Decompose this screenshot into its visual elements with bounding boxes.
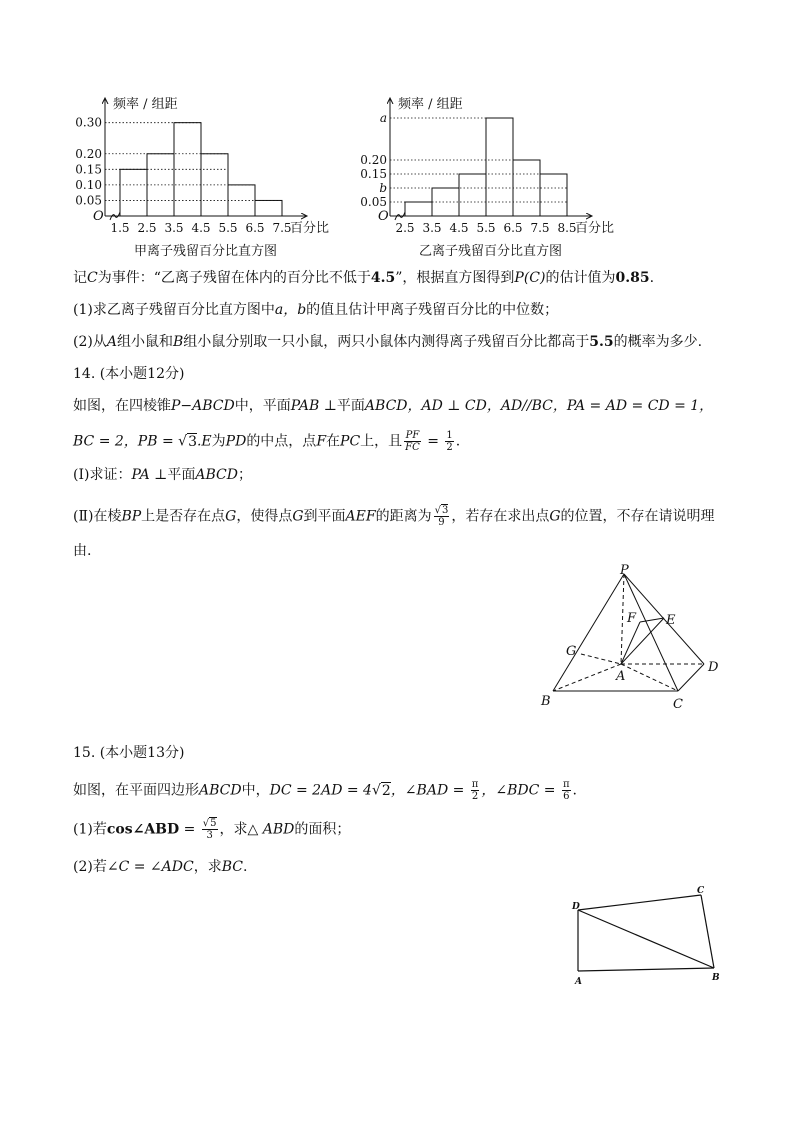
q13-text: 的值且估计甲离子残留百分比的中位数；	[306, 302, 559, 318]
q14-statement-2: BC = 2，PB = √3.E为PD的中点，点F在PC上，且 $\frac{PF}{FC}$ = $\frac{1}{2}$ .	[73, 430, 461, 453]
q14-text: =	[422, 433, 444, 450]
q14-text: 到平面	[303, 508, 346, 525]
y-axis-label: 频率 / 组距	[398, 97, 463, 112]
q15-text: 的面积；	[294, 821, 351, 838]
q15-text: (1)若	[73, 821, 107, 838]
q14-text: ；	[237, 467, 252, 483]
q15-var: ，∠BDC =	[481, 782, 560, 799]
x-tick-label: 7.5	[272, 221, 292, 235]
histogram-bar	[486, 118, 513, 216]
frac-num: π	[471, 779, 479, 790]
origin-label: O	[93, 209, 104, 224]
q15-statement: 如图，在平面四边形ABCD中，DC = 2AD = 4√2，∠BAD = $\frac{\pi}{2}$ ，∠BDC = $\frac{\pi}{6}$ .	[73, 779, 577, 802]
edge-DC	[578, 895, 701, 910]
y-axis-label: 频率 / 组距	[113, 97, 178, 112]
q13-text: 为事件：“乙离子残留在体内的百分比不低于	[97, 270, 371, 286]
q14-text: ，使得点	[236, 508, 293, 525]
q14-var: .E	[196, 433, 212, 450]
label-B: B	[541, 694, 551, 709]
edge-AB	[553, 664, 621, 691]
x-tick-label: 4.5	[191, 221, 211, 235]
q14-text: 的距离为	[375, 508, 432, 525]
q14-var: AEF	[345, 508, 376, 525]
q13-var: A	[106, 334, 117, 350]
label-C: C	[673, 697, 683, 712]
x-tick-label: 2.5	[395, 221, 415, 235]
q13-text: (2)从	[73, 334, 107, 350]
edge-AB	[578, 968, 714, 971]
origin-label: O	[378, 209, 389, 224]
q15-var: ABCD	[199, 782, 242, 799]
q13-part-1	[73, 300, 558, 320]
chart-title: 乙离子残留百分比直方图	[418, 244, 563, 259]
axis-break	[395, 212, 405, 220]
y-tick-label: b	[379, 181, 387, 195]
q13-text: 的估计值为	[545, 270, 616, 286]
q14-var: G	[549, 508, 561, 525]
q14-text: 的位置，不存在请说明理	[560, 508, 715, 525]
q14-text: (Ⅱ)在棱	[73, 508, 122, 525]
q15-var: ∠C = ∠ADC	[106, 859, 194, 875]
histogram-bar	[405, 202, 432, 216]
q13-text: .	[649, 270, 655, 286]
x-tick-label: 5.5	[476, 221, 496, 235]
y-tick-label: 0.10	[75, 177, 102, 192]
q15-text: .	[572, 782, 577, 799]
label-C: C	[697, 886, 705, 896]
q14-text: 平面	[167, 467, 196, 483]
q13-var: B	[172, 334, 184, 350]
y-tick-label: a	[379, 111, 387, 125]
q14-var: PC	[340, 433, 361, 450]
q15-fraction	[202, 818, 218, 841]
axis-break	[110, 212, 120, 220]
x-tick-label: 4.5	[449, 221, 469, 235]
q14-fraction	[445, 430, 453, 453]
label-D: D	[708, 660, 719, 675]
chart-title: 甲离子残留百分比直方图	[133, 244, 278, 259]
q14-text: 的中点，点	[246, 433, 317, 450]
frac-num: PF	[405, 430, 420, 441]
q13-var: C	[87, 270, 98, 286]
q15-part-1	[73, 818, 350, 841]
q14-part-2-cont: 由.	[73, 543, 92, 559]
q14-var: P−ABCD	[171, 398, 235, 414]
x-tick-label: 5.5	[218, 221, 238, 235]
label-B: B	[712, 973, 720, 983]
q14-part-2	[73, 505, 715, 528]
q14-part-1	[73, 465, 252, 485]
q14-var: PD	[225, 433, 247, 450]
q13-text: 的概率为多少.	[613, 334, 703, 350]
frac-den: 2	[471, 791, 479, 802]
q14-var: F	[316, 433, 327, 450]
q13-number: 5.5	[589, 334, 614, 350]
y-tick-label: 0.20	[360, 153, 387, 167]
q14-var: PAB ⊥	[290, 398, 337, 414]
q15-heading: 15. (本小题13分)	[73, 745, 185, 761]
q15-var: =	[179, 821, 200, 838]
y-tick-label: 0.05	[75, 193, 102, 208]
q15-text: ，求	[193, 859, 222, 875]
histogram-yi	[345, 88, 645, 263]
q14-fraction	[404, 430, 421, 453]
x-tick-label: 1.5	[110, 221, 130, 235]
x-axis-label: 百分比	[290, 221, 330, 236]
q15-text: 如图，在平面四边形	[73, 782, 199, 799]
q13-part-2	[73, 332, 702, 352]
y-tick-label: 0.20	[75, 146, 102, 161]
q14-text: 如图，在四棱锥	[73, 398, 171, 414]
q15-fraction	[562, 779, 571, 802]
edge-PB	[553, 574, 624, 691]
x-tick-label: 7.5	[530, 221, 550, 235]
label-E: E	[666, 613, 676, 628]
q14-heading: 14. (本小题12分)	[73, 366, 185, 382]
q15-text: 中，	[241, 782, 270, 799]
q14-sqrt: 3	[441, 505, 449, 516]
q14-var: BC = 2，PB =	[73, 433, 179, 450]
x-tick-label: 8.5	[557, 221, 577, 235]
q14-statement-1	[73, 396, 713, 416]
q14-var: PA ⊥	[131, 467, 168, 483]
histogram-bar	[540, 174, 567, 216]
x-tick-label: 2.5	[137, 221, 157, 235]
label-A: A	[575, 977, 582, 987]
histogram-bar	[255, 200, 282, 216]
q14-text: (Ⅰ)求证：	[73, 467, 132, 483]
histogram-jia	[60, 88, 360, 263]
q15-var: ，∠BAD =	[390, 782, 469, 799]
frac-den: 9	[438, 517, 445, 528]
edge-GA	[581, 654, 621, 664]
q13-var: a，b	[274, 302, 307, 318]
q15-part-2	[73, 857, 247, 877]
label-F: F	[627, 611, 637, 626]
label-D: D	[572, 902, 580, 912]
edge-DB	[578, 910, 714, 968]
q13-var: P(C)	[514, 270, 546, 286]
q14-var: ABCD，AD ⊥ CD，AD//BC，PA = AD = CD = 1，	[364, 398, 714, 414]
q13-number: 4.5	[370, 270, 396, 286]
pyramid-figure	[536, 562, 726, 712]
q15-sqrt: 2	[381, 782, 391, 799]
frac-num: π	[562, 779, 570, 790]
x-tick-label: 3.5	[164, 221, 184, 235]
q13-text: 记	[73, 270, 87, 286]
q15-var: △ ABD	[247, 821, 295, 838]
q14-var: BP	[121, 508, 142, 525]
q14-var: ABCD	[195, 467, 238, 483]
y-tick-label: 0.05	[360, 195, 387, 209]
q15-var: DC = 2AD = 4	[269, 782, 372, 799]
x-tick-label: 6.5	[503, 221, 523, 235]
q13-event-statement	[73, 268, 654, 288]
edge-PA	[621, 574, 624, 664]
edge-CB	[701, 895, 714, 968]
y-tick-label: 0.15	[360, 167, 387, 181]
q14-fraction	[434, 505, 450, 528]
frac-den: 2	[446, 442, 453, 453]
frac-den: 6	[563, 791, 570, 802]
q14-text: 为	[211, 433, 226, 450]
y-tick-label: 0.30	[75, 115, 102, 130]
q13-text: 组小鼠和	[116, 334, 173, 350]
label-P: P	[620, 563, 629, 578]
frac-den: 3	[206, 830, 213, 841]
quadrilateral-figure	[566, 880, 726, 990]
histogram-bar	[459, 174, 486, 216]
edge-CD	[678, 664, 704, 691]
q15-text: (2)若	[73, 859, 107, 875]
x-tick-label: 6.5	[245, 221, 265, 235]
q14-text: 中，平面	[234, 398, 291, 414]
q14-var: G	[292, 508, 304, 525]
q13-text: (1)求乙离子残留百分比直方图中	[73, 302, 275, 318]
y-tick-label: 0.15	[75, 162, 102, 177]
edge-AC	[621, 664, 678, 691]
q15-text: .	[242, 859, 248, 875]
q14-var: G	[225, 508, 237, 525]
frac-num: √5	[202, 818, 217, 829]
frac-num: √3	[434, 505, 449, 516]
q13-number: 0.85	[615, 270, 650, 286]
q14-text: 在	[326, 433, 341, 450]
x-tick-label: 3.5	[422, 221, 442, 235]
q14-sqrt: 3	[188, 433, 197, 450]
q15-text: ，求	[219, 821, 248, 838]
label-G: G	[566, 644, 577, 659]
q14-text: .	[455, 433, 461, 450]
q14-text: ，若存在求出点	[451, 508, 550, 525]
q13-text: ”，根据直方图得到	[395, 270, 515, 286]
q14-text: 上是否存在点	[141, 508, 226, 525]
frac-den: FC	[405, 442, 420, 453]
q13-text: 组小鼠分别取一只小鼠，两只小鼠体内测得离子残留百分比都高于	[183, 334, 590, 350]
q15-sqrt: 5	[210, 818, 217, 829]
frac-num: 1	[446, 430, 453, 441]
q14-text: 平面	[336, 398, 365, 414]
q15-var: cos∠ABD	[106, 821, 180, 838]
q14-text: 上，且	[360, 433, 403, 450]
q15-fraction	[471, 779, 480, 802]
q15-var: BC	[221, 859, 243, 875]
x-axis-label: 百分比	[575, 221, 615, 236]
label-A: A	[616, 669, 626, 684]
edge-AF	[621, 622, 640, 664]
histogram-bar	[120, 169, 147, 216]
